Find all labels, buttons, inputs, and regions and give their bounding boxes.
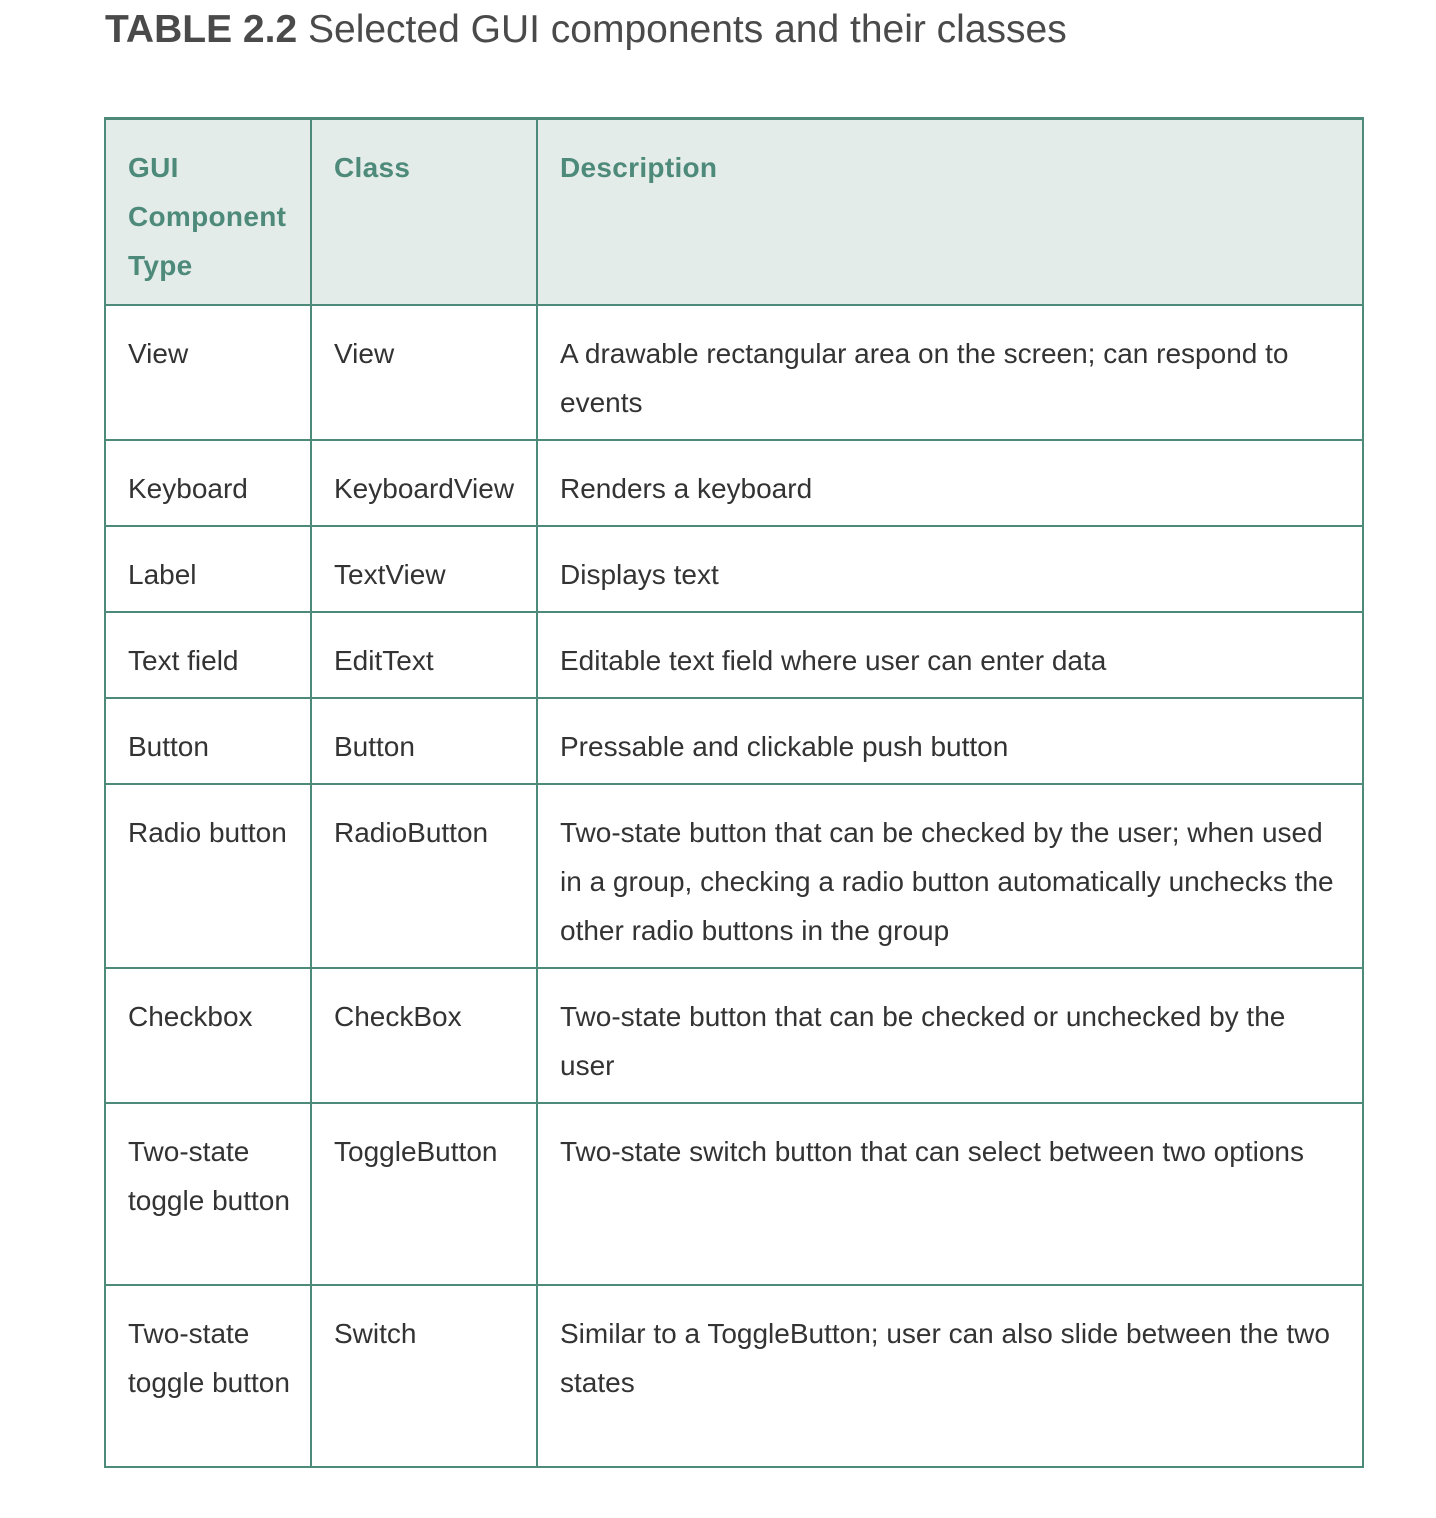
cell-class: RadioButton (311, 784, 537, 968)
cell-type: Text field (105, 612, 311, 698)
table-title (105, 6, 1067, 54)
gui-components-table (104, 117, 1364, 1468)
cell-description: Two-state switch button that can select between two options (537, 1103, 1363, 1285)
cell-type: View (105, 305, 311, 440)
table-title-text: Selected GUI components and their classes (308, 8, 1067, 51)
table-row (105, 1103, 1363, 1285)
cell-type: Button (105, 698, 311, 784)
table-row (105, 698, 1363, 784)
cell-class: Switch (311, 1285, 537, 1467)
cell-description: Two-state button that can be checked or unchecked by the user (537, 968, 1363, 1103)
cell-description: Renders a keyboard (537, 440, 1363, 526)
table-row (105, 612, 1363, 698)
cell-description: Similar to a ToggleButton; user can also slide between the two states (537, 1285, 1363, 1467)
cell-description: Two-state button that can be checked by the user; when used in a group, checking a radio button automatically unchecks the other radio buttons in the group (537, 784, 1363, 968)
cell-class: Button (311, 698, 537, 784)
cell-class: View (311, 305, 537, 440)
header-description: Description (537, 119, 1363, 306)
cell-class: EditText (311, 612, 537, 698)
cell-type: Two-state toggle button (105, 1285, 311, 1467)
table-row (105, 1285, 1363, 1467)
cell-description: A drawable rectangular area on the screen; can respond to events (537, 305, 1363, 440)
cell-description: Displays text (537, 526, 1363, 612)
cell-class: TextView (311, 526, 537, 612)
table-row (105, 526, 1363, 612)
table-row (105, 305, 1363, 440)
gui-components-table-container (104, 117, 1362, 1468)
table-header-row (105, 119, 1363, 306)
table-row (105, 968, 1363, 1103)
header-gui-component-type: GUI Component Type (105, 119, 311, 306)
header-class: Class (311, 119, 537, 306)
cell-type: Radio button (105, 784, 311, 968)
table-row (105, 440, 1363, 526)
cell-description: Pressable and clickable push button (537, 698, 1363, 784)
cell-type: Checkbox (105, 968, 311, 1103)
cell-class: CheckBox (311, 968, 537, 1103)
cell-type: Label (105, 526, 311, 612)
cell-class: KeyboardView (311, 440, 537, 526)
cell-type: Keyboard (105, 440, 311, 526)
cell-type: Two-state toggle button (105, 1103, 311, 1285)
cell-description: Editable text field where user can enter data (537, 612, 1363, 698)
table-row (105, 784, 1363, 968)
cell-class: ToggleButton (311, 1103, 537, 1285)
table-title-label: TABLE 2.2 (105, 8, 298, 51)
